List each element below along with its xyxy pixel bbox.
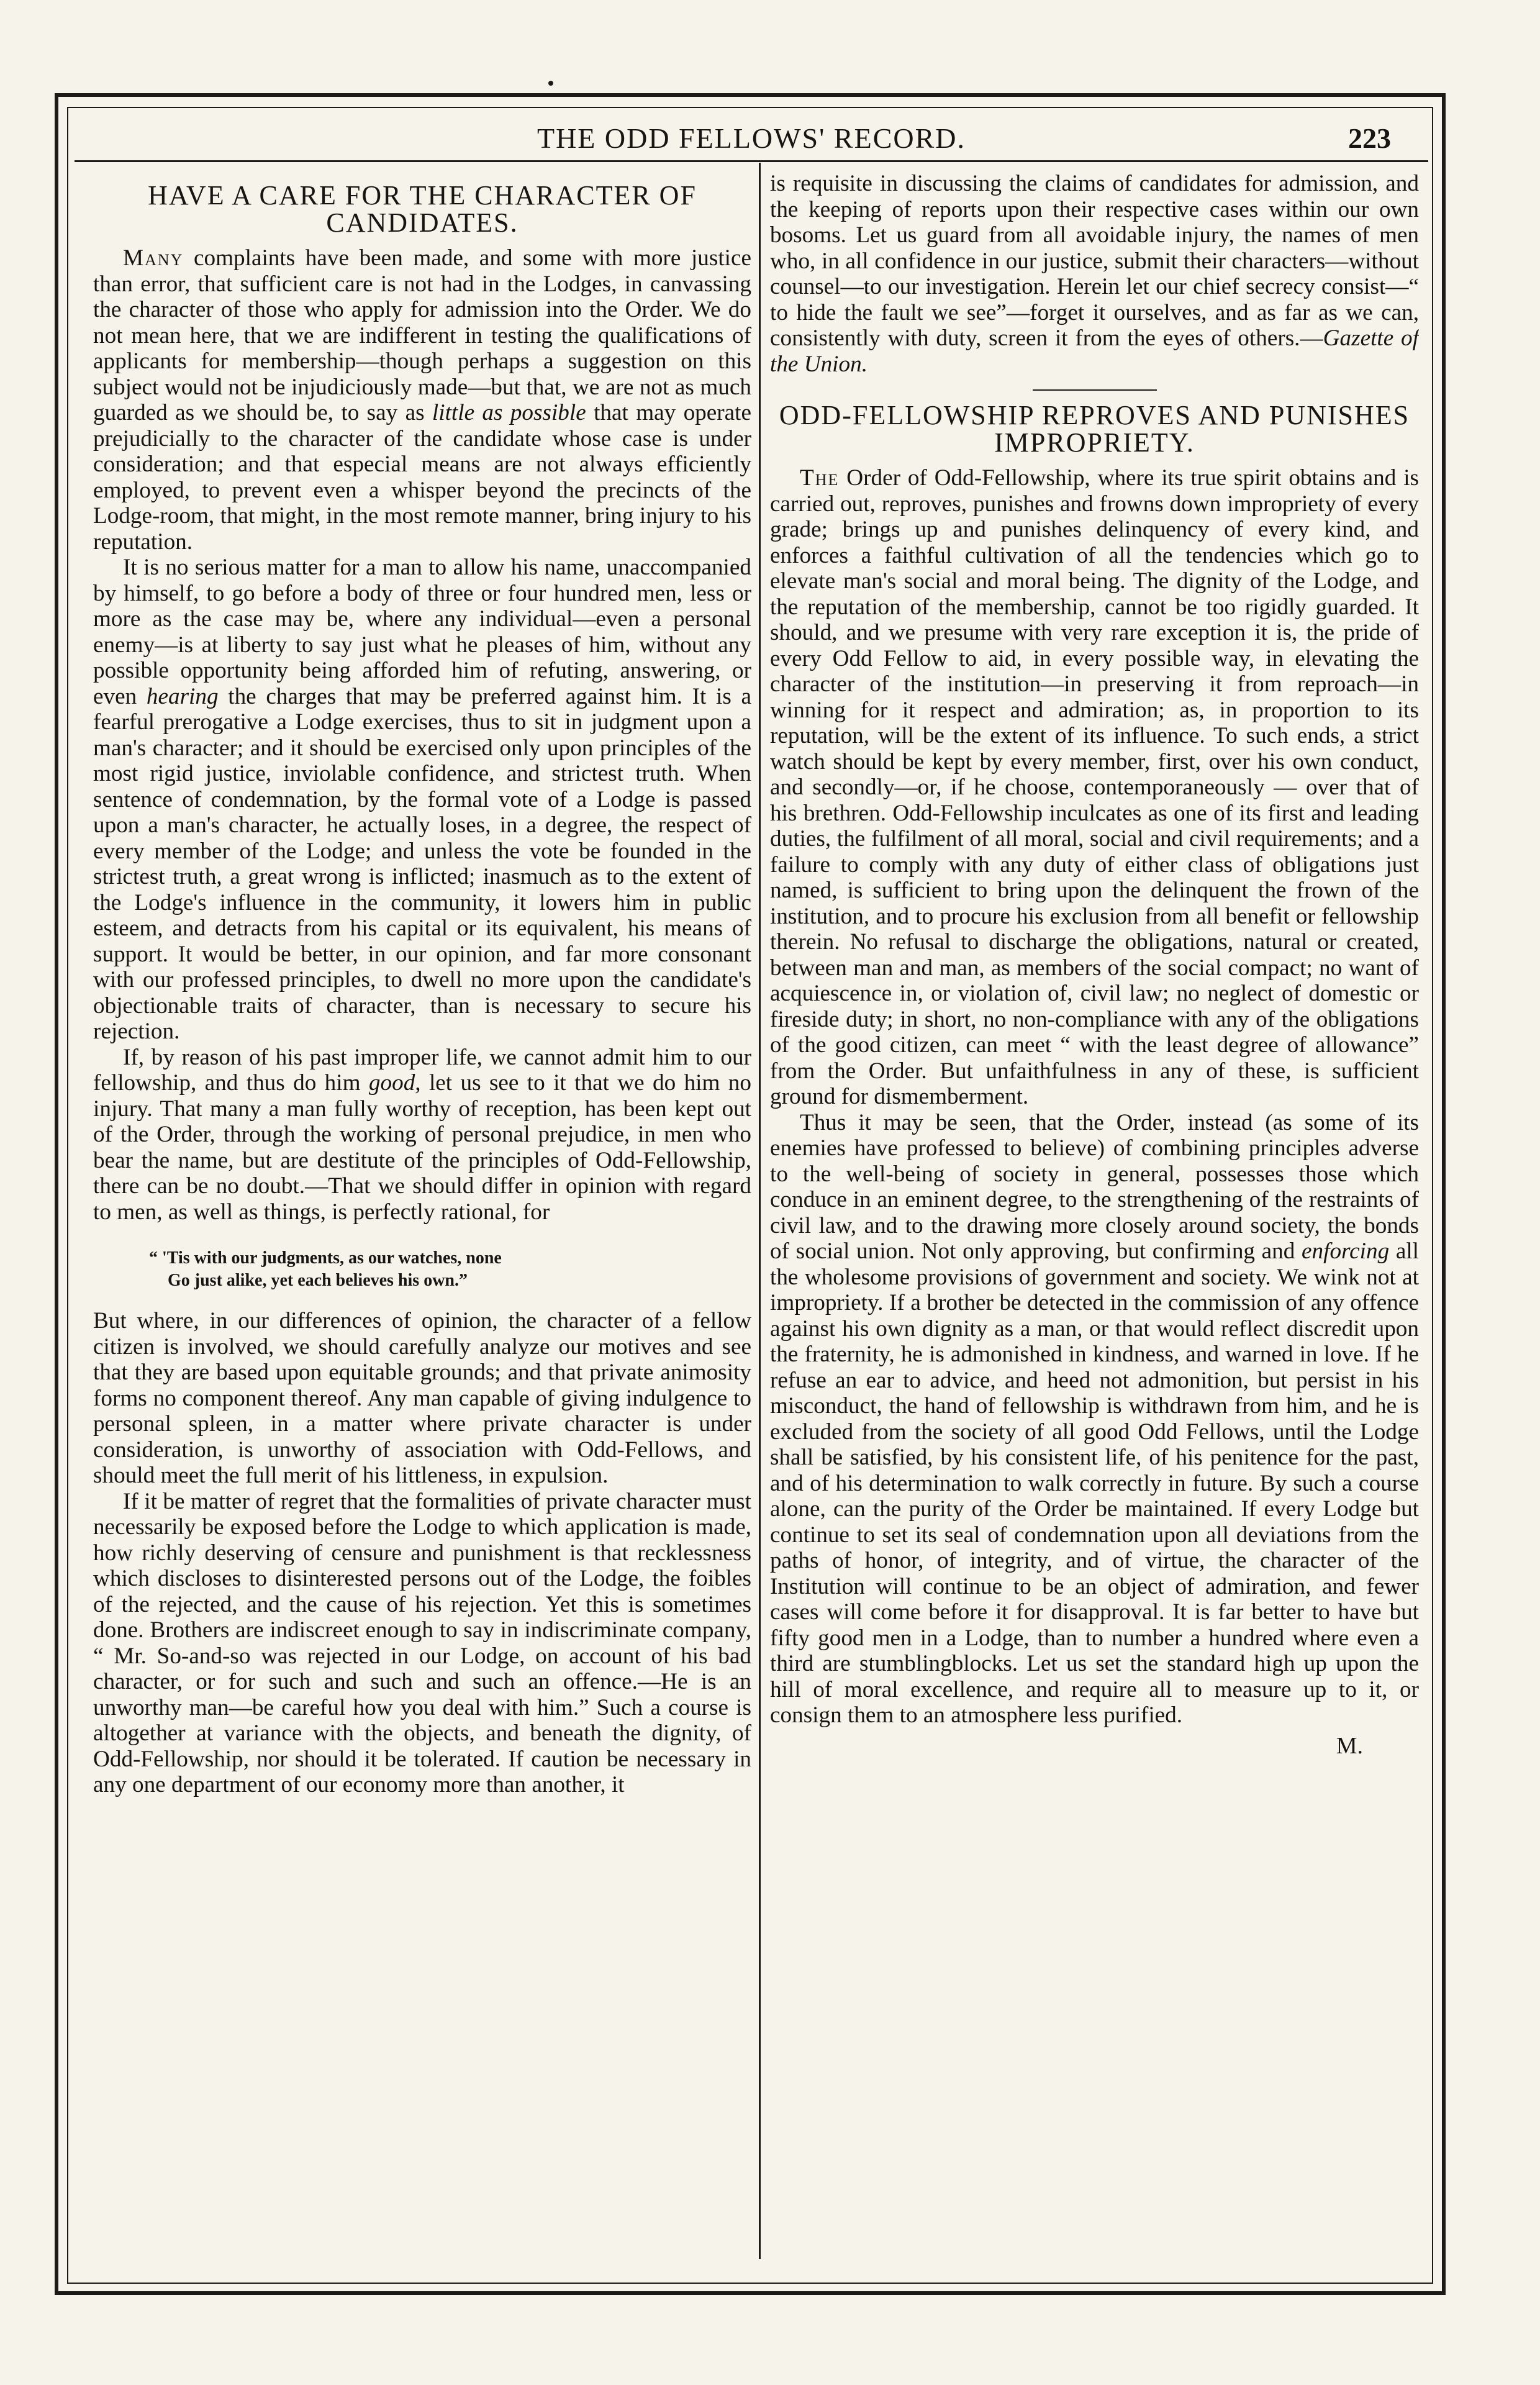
paragraph: If it be matter of regret that the formalities of private character must necessarily be exposed before the Lodge to which application is made, how richly deserving of censure and punishment is that recklessness which discloses to disinterested persons out of the Lodge, the foibles of the rejected, and the cause of his rejection. Yet this is sometimes done. Brothers are indiscreet enough to say in indiscriminate company, “ Mr. So-and-so was rejected in our Lodge, on account of his bad character, or for such and such and such an offence.—He is an unworthy man—be careful how you deal with him.” Such a course is altogether at variance with the objects, and beneath the dignity, of Odd-Fellowship, nor should it be tolerated. If caution be necessary in any one department of our economy more than another, it bbox=[93, 1488, 751, 1797]
article-heading: ODD-FELLOWSHIP REPROVES AND PUNISHES IMPROPRIETY. bbox=[779, 400, 1410, 458]
paragraph: It is no serious matter for a man to allow his name, unaccompanied by himself, to go before a body of three or four hundred men, less or more as the case may be, where any individual—even a personal enemy—is at liberty to say just what he pleases of him, without any possible opportunity being afforded him of refuting, answering, or even hearing the charges that may be preferred against him. It is a fearful prerogative a Lodge exercises, thus to sit in judgment upon a man's character; and it should be exercised only upon principles of the most rigid justice, inviolable confidence, and strictest truth. When sentence of condemnation, by the formal vote of a Lodge is passed upon a man's character, he actually loses, in a degree, the respect of every member of the Lodge; and unless the vote be founded in the strictest truth, a great wrong is inflicted; inasmuch as to the extent of the Lodge's influence in the community, it lowers him in public esteem, and detracts from his capital or its equivalent, his means of support. It would be better, in our opinion, and far more consonant with our professed principles, to dwell no more upon the candidate's objectionable traits of character, than is necessary to secure his rejection. bbox=[93, 555, 751, 1044]
article-heading: HAVE A CARE FOR THE CHARACTER OF CANDIDATES. bbox=[148, 180, 697, 238]
lead-word: Many bbox=[123, 245, 184, 271]
quote-line: “ 'Tis with our judgments, as our watches, none bbox=[149, 1248, 502, 1268]
left-column bbox=[93, 171, 751, 2270]
right-column bbox=[770, 171, 1419, 2270]
verse-quote bbox=[149, 1247, 751, 1292]
printer-mark bbox=[548, 81, 553, 86]
paragraph: The Order of Odd-Fellowship, where its true spirit obtains and is carried out, reproves, punishes and frowns down impropriety of every grade; brings up and punishes delinquency of every kind, and enforces a faithful cultivation of all the tendencies which go to elevate man's social and moral being. The dignity of the Lodge, and the reputation of the membership, cannot be too rigidly guarded. It should, and we presume with very rare exception it is, the pride of every Odd Fellow to aid, in every possible way, in elevating the character of the institution—in preserving it from reproach—in winning for it respect and admiration; as, in proportion to its reputation, will be the extent of its influence. To such ends, a strict watch should be kept by every member, first, over his own conduct, and secondly—or, if he choose, contemporaneously — over that of his brethren. Odd-Fellowship inculcates as one of its first and leading duties, the fulfilment of all moral, social and civil requirements; and a failure to comply with any duty of either class of obligations just named, is sufficient to bring upon the delinquent the frown of the institution, and to procure his exclusion from all benefit or fellowship therein. No refusal to discharge the obligations, natural or created, between man and man, as members of the social compact; no want of acquiescence in, or violation of, civil law; no neglect of domestic or fireside duty; in short, no non-compliance with any of the obligations of the good citizen, can meet “ with the least degree of allowance” from the Order. But unfaithfulness in any of these, is sufficient ground for dismemberment. bbox=[770, 465, 1419, 1109]
paragraph: Thus it may be seen, that the Order, instead (as some of its enemies have professed to believe) of combining principles adverse to the well-being of society in general, possesses those which conduce in an eminent degree, to the strengthening of the restraints of civil law, and to the drawing more closely around society, the bonds of social union. Not only approving, but confirming and enforcing all the wholesome provisions of government and society. We wink not at impropriety. If a brother be detected in the commission of any offence against his own dignity as a man, or that would reflect discredit upon the fraternity, he is admonished in kindness, and warned in love. If he refuse an ear to advice, and heed not admonition, but persist in his misconduct, the hand of fellowship is withdrawn from him, and he is excluded from the society of all good Odd Fellows, until the Lodge shall be satisfied, by his consistent life, of his penitence for the past, and of his determination to walk correctly in future. By such a course alone, can the purity of the Order be maintained. If every Lodge but continue to set its seal of condemnation upon all deviations from the paths of honor, of integrity, and of virtue, the character of the Institution will continue to be an object of admiration, and fewer cases will come before it for disapproval. It is far better to have but fifty good men in a Lodge, than to number a hundred where even a third are stumblingblocks. Let us set the standard high up upon the hill of moral excellence, and require all to measure up to it, or consign them to an atmosphere less purified. bbox=[770, 1109, 1419, 1728]
page-header bbox=[75, 117, 1428, 166]
emphasis: good, bbox=[368, 1070, 421, 1096]
emphasis: little as possible bbox=[432, 400, 586, 425]
paragraph: Many complaints have been made, and some with more justice than error, that sufficient care is not had in the Lodges, in canvassing the character of those who apply for admission into the Order. We do not mean here, that we are indifferent in testing the qualifications of applicants for membership—though perhaps a suggestion on this subject would not be injudiciously made—but that, we are not as much guarded as we should be, to say as little as possible that may operate prejudicially to the character of the candidate whose case is under consideration; and that especial means are not always efficiently employed, to prevent even a whisper beyond the precincts of the Lodge-room, that might, in the most remote manner, bring injury to his reputation. bbox=[93, 245, 751, 555]
emphasis: enforcing bbox=[1302, 1238, 1390, 1264]
source-citation: Gazette of the Union. bbox=[770, 325, 1419, 377]
lead-word: The bbox=[800, 465, 840, 491]
page-number: 223 bbox=[1348, 122, 1391, 154]
paragraph: If, by reason of his past improper life, we cannot admit him to our fellowship, and thus do him good, let us see to it that we do him no injury. That many a man fully worthy of reception, has been kept out of the Order, through the working of personal prejudice, in men who bear the name, but are destitute of the principles of Odd-Fellowship, there can be no doubt.—That we should differ in opinion with regard to men, as well as things, is perfectly rational, for bbox=[93, 1044, 751, 1225]
section-rule bbox=[1033, 389, 1157, 391]
signature: M. bbox=[1336, 1732, 1363, 1759]
paragraph: But where, in our differences of opinion, the character of a fellow citizen is involved, we should carefully analyze our motives and see that they are based upon equitable grounds; and that private animosity forms no component thereof. Any man capable of giving indulgence to personal spleen, in a matter where private character is under consideration, is unworthy of association with Odd-Fellows, and should meet the full merit of his littleness, in expulsion. bbox=[93, 1308, 751, 1488]
running-title: THE ODD FELLOWS' RECORD. bbox=[537, 122, 966, 154]
emphasis: hearing bbox=[146, 683, 219, 709]
paragraph: is requisite in discussing the claims of candidates for admission, and the keeping of reports upon their respective cases within our own bosoms. Let us guard from all avoidable injury, the names of men who, in all confidence in our justice, submit their characters—without counsel—to our investigation. Herein let our chief secrecy consist—“ to hide the fault we see”—forget it ourselves, and as far as we can, consistently with duty, screen it from the eyes of others.—Gazette of the Union. bbox=[770, 171, 1419, 377]
quote-line: Go just alike, yet each believes his own.” bbox=[168, 1271, 468, 1290]
header-rule bbox=[75, 160, 1428, 162]
column-divider bbox=[759, 163, 761, 2259]
